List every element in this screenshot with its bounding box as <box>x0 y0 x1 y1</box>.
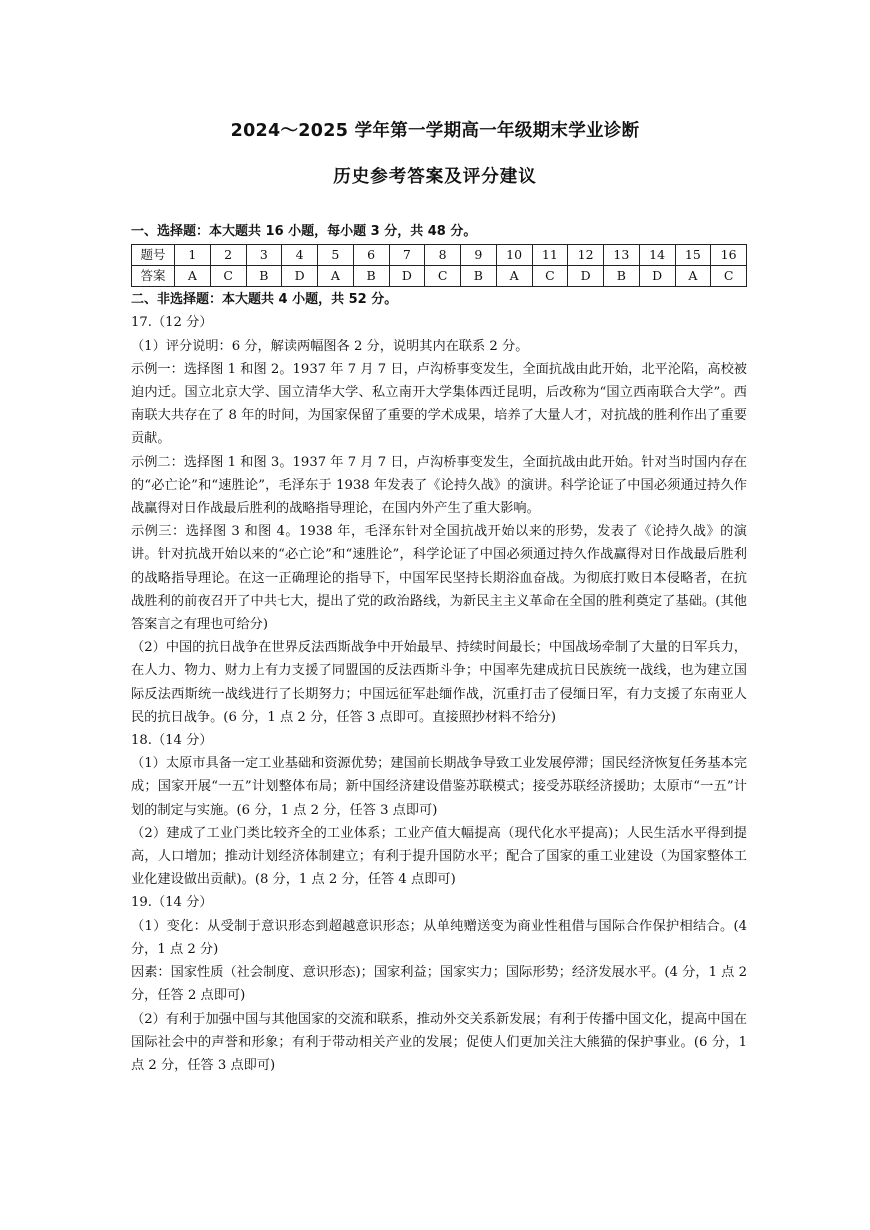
q17-example-3: 示例三：选择图 3 和图 4。1938 年，毛泽东针对全国抗战开始以来的形势，发表了《论持久战》的演讲。针对抗战开始以来的“必亡论”和“速胜论”，科学论证了中国必须通过持久作战赢得对日作战最后胜利的战略指导理论。在这一正确理论的指导下，中国军民坚持长期浴血奋战。为彻底打败日本侵略者，在抗战胜利的前夜召开了中共七大，提出了党的政治路线，为新民主主义革命在全国的胜利奠定了基础。(其他答案言之有理也可给分) <box>131 524 747 633</box>
q19-header: 19.（14 分） <box>131 895 213 911</box>
question-number: 1 <box>175 245 211 266</box>
q19-part2: （2）有利于加强中国与其他国家的交流和联系，推动外交关系新发展；有利于传播中国文化，提高中国在国际社会中的声誉和形象；有利于带动相关产业的发展；促使人们更加关注大熊猫的保护事业。(6 分，1 点 2 分，任答 3 点即可) <box>131 1011 747 1073</box>
answer-cell: B <box>353 266 389 287</box>
question-number: 5 <box>318 245 354 266</box>
answer-cell: D <box>389 266 425 287</box>
question-number: 3 <box>246 245 282 266</box>
q19-part1-factors: 因素：国家性质（社会制度、意识形态)；国家利益；国家实力；国际形势；经济发展水平。(4 分，1 点 2 分，任答 2 点即可) <box>131 965 747 1004</box>
document-body <box>131 220 747 1077</box>
q19-part1-change: （1）变化：从受制于意识形态到超越意识形态；从单纯赠送变为商业性租借与国际合作保护相结合。(4 分，1 点 2 分) <box>131 918 747 957</box>
question-number: 12 <box>568 245 604 266</box>
answer-cell: B <box>604 266 640 287</box>
q18-part1: （1）太原市具备一定工业基础和资源优势；建国前长期战争导致工业发展停滞；国民经济恢复任务基本完成；国家开展“一五”计划整体布局；新中国经济建设借鉴苏联模式；接受苏联经济援助；太原市“一五”计划的制定与实施。(6 分，1 点 2 分，任答 3 点即可) <box>131 756 747 818</box>
question-number: 6 <box>353 245 389 266</box>
section1-heading: 一、选择题：本大题共 16 小题，每小题 3 分，共 48 分。 <box>131 224 477 239</box>
question-number: 15 <box>675 245 711 266</box>
answer-cell: D <box>568 266 604 287</box>
document-title: 2024～2025 学年第一学期高一年级期末学业诊断 <box>230 121 640 141</box>
answer-cell: A <box>675 266 711 287</box>
answer-cell: B <box>246 266 282 287</box>
answer-cell: C <box>532 266 568 287</box>
answer-cell: A <box>175 266 211 287</box>
answer-cell: C <box>210 266 246 287</box>
question-number: 14 <box>639 245 675 266</box>
row-label-numbers: 题号 <box>132 245 175 266</box>
answer-cell: D <box>282 266 318 287</box>
answer-table-answer-row <box>132 266 747 287</box>
question-number: 11 <box>532 245 568 266</box>
q17-part2: （2）中国的抗日战争在世界反法西斯战争中开始最早、持续时间最长；中国战场牵制了大量的日军兵力，在人力、物力、财力上有力支援了同盟国的反法西斯斗争；中国率先建成抗日民族统一战线，也为建立国际反法西斯统一战线进行了长期努力；中国远征军赴缅作战，沉重打击了侵缅日军，有力支援了东南亚人民的抗日战争。(6 分，1 点 2 分，任答 3 点即可。直接照抄材料不给分) <box>131 640 747 725</box>
section2-heading: 二、非选择题：本大题共 4 小题，共 52 分。 <box>131 292 398 308</box>
question-number: 9 <box>461 245 497 266</box>
q18-header: 18.（14 分） <box>131 733 213 749</box>
answer-cell: D <box>639 266 675 287</box>
document-subtitle: 历史参考答案及评分建议 <box>333 167 537 187</box>
q17-example-1: 示例一：选择图 1 和图 2。1937 年 7 月 7 日，卢沟桥事变发生，全面抗战由此开始，北平沦陷，高校被迫内迁。国立北京大学、国立清华大学、私立南开大学集体西迁昆明，后改称为“国立西南联合大学”。西南联大共存在了 8 年的时间，为国家保留了重要的学术成果，培养了大量人才，对抗战的胜利作出了重要贡献。 <box>131 361 747 447</box>
question-number: 13 <box>604 245 640 266</box>
row-label-answers: 答案 <box>132 266 175 287</box>
answer-table <box>131 244 747 287</box>
answer-table-number-row <box>132 245 747 266</box>
answer-cell: C <box>425 266 461 287</box>
answer-cell: B <box>461 266 497 287</box>
q17-header: 17.（12 分） <box>131 315 213 331</box>
question-number: 8 <box>425 245 461 266</box>
q17-example-2: 示例二：选择图 1 和图 3。1937 年 7 月 7 日，卢沟桥事变发生，全面抗战由此开始。针对当时国内存在的“必亡论”和“速胜论”，毛泽东于 1938 年发表了《论持久战》的演讲。科学论证了中国必须通过持久作战赢得对日作战最后胜利的战略指导理论，在国内外产生了重大影响。 <box>131 454 747 517</box>
q17-part1-scoring: （1）评分说明：6 分，解读两幅图各 2 分，说明其内在联系 2 分。 <box>131 338 529 354</box>
q18-part2: （2）建成了工业门类比较齐全的工业体系；工业产值大幅提高（现代化水平提高)；人民生活水平得到提高，人口增加；推动计划经济体制建立；有利于提升国防水平；配合了国家的重工业建设（为国家整体工业化建设做出贡献)。(8 分，1 点 2 分，任答 4 点即可) <box>131 825 747 888</box>
question-number: 7 <box>389 245 425 266</box>
answer-cell: C <box>711 266 747 287</box>
answer-cell: A <box>496 266 532 287</box>
question-number: 10 <box>496 245 532 266</box>
question-number: 4 <box>282 245 318 266</box>
question-number: 2 <box>210 245 246 266</box>
answer-cell: A <box>318 266 354 287</box>
question-number: 16 <box>711 245 747 266</box>
